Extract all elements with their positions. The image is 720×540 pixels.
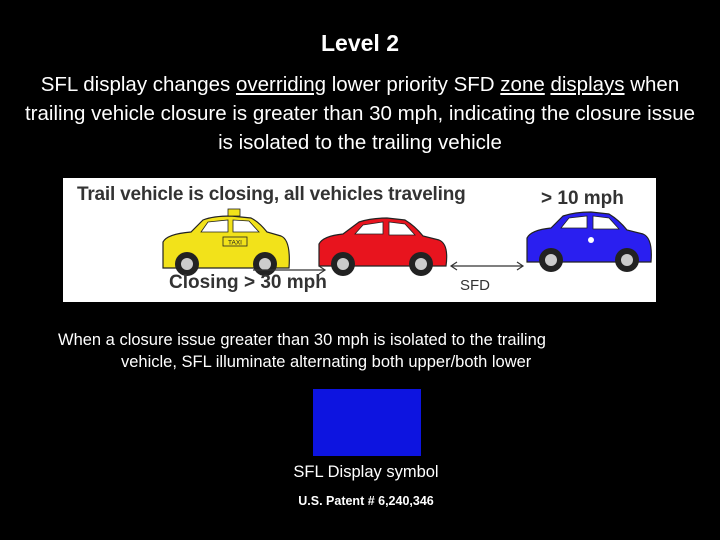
sfd-arrow	[451, 262, 523, 270]
para-overriding: overriding	[235, 73, 327, 96]
para-text-3: when trailing vehicle closure is greater than 30 mph, indicating the closure issue is isolated to the trailing vehicle	[24, 73, 696, 154]
taxi-sign-text: TAXI	[228, 239, 242, 247]
para-displays: displays	[550, 73, 625, 96]
para-text-2: lower priority SFD	[326, 73, 501, 96]
caption-line-1: When a closure issue greater than 30 mph is isolated to the trailing	[58, 331, 546, 349]
vehicle-illustration	[63, 178, 656, 302]
figure-speed-label: > 10 mph	[541, 188, 624, 209]
patent-number: U.S. Patent # 6,240,346	[298, 494, 434, 508]
figure-headline: Trail vehicle is closing, all vehicles traveling	[77, 184, 466, 205]
figure-sfd-label: SFD	[460, 277, 490, 294]
red-car	[319, 218, 447, 276]
taxi-car	[163, 209, 289, 276]
sfl-display-symbol	[313, 389, 421, 456]
blue-car	[527, 212, 651, 272]
figure-closing-label: Closing > 30 mph	[169, 272, 327, 293]
caption-line-2: vehicle, SFL illuminate alternating both upper/both lower	[121, 353, 532, 371]
para-zone: zone	[500, 73, 545, 96]
description-paragraph	[20, 70, 700, 157]
closure-caption	[58, 329, 678, 373]
symbol-label: SFL Display symbol	[293, 463, 439, 481]
slide-title: Level 2	[321, 30, 399, 56]
para-text-1: SFL display changes	[40, 73, 236, 96]
